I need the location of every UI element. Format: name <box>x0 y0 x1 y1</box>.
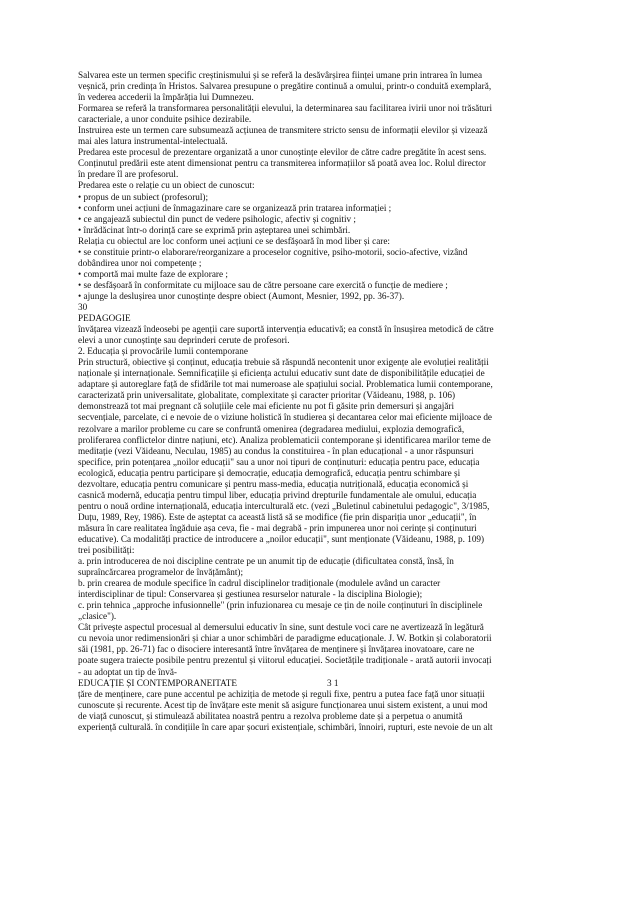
text-line: naționale și internaționale. Semnificațiile și eficiența actului educativ sunt date de disponibilitățile educației de <box>78 368 485 379</box>
text-line: specifice, prin potențarea „noilor educații" sau a unor noi tipuri de conținuturi: educația pentru pace, educația <box>78 456 480 467</box>
text-line: Predarea este procesul de prezentare organizată a unor cunoștințe elevilor de către cadre pregătite în acest sens. <box>78 147 487 158</box>
text-line: țăre de menținere, care pune accentul pe achiziția de metode și reguli fixe, pentru a putea face față unor situații <box>78 688 485 699</box>
text-line: educative). Ca modalități practice de introducere a „noilor educații", sunt menționate (Văideanu, 1988, p. 109) <box>78 533 485 544</box>
text-line: Instruirea este un termen care subsumează acțiunea de transmitere stricto sensu de informații elevilor și vizează <box>78 125 488 136</box>
text-line: mai ales latura instrumental-intelectuală. <box>78 136 228 147</box>
text-line: c. prin tehnica „approche infusionnelle" (prin infuzionarea cu mesaje ce țin de noile conținuturi în disciplinele <box>78 600 483 611</box>
text-line: • ajunge la deslușirea unor cunoștințe despre obiect (Aumont, Mesnier, 1992, pp. 36-37). <box>78 290 405 301</box>
text-line: adaptare și autoreglare față de sfidările tot mai numeroase ale spațiului social. Problematica lumii contemporane, <box>78 379 493 390</box>
text-line: • înrădăcinat într-o dorință care se exprimă prin așteptarea unei schimbări. <box>78 224 351 235</box>
footer-title: EDUCAȚIE ȘI CONTEMPORANEITATE <box>78 677 238 688</box>
text-line: rezolvare a marilor probleme cu care se confruntă omenirea (degradarea mediului, explozia demografică, <box>78 423 465 434</box>
text-line: supraîncărcarea programelor de învățământ); <box>78 567 244 578</box>
text-line: 30 <box>78 301 88 312</box>
main-text-block <box>78 70 570 678</box>
text-line: experiență culturală. în condițiile în care apar șocuri existențiale, schimbări, înnoiri, rupturi, este nevoie de un alt <box>78 721 493 732</box>
continuation-text-block <box>78 689 570 733</box>
text-line: • comportă mai multe faze de explorare ; <box>78 268 228 279</box>
text-line: • conform unei acțiuni de înmagazinare care se organizează prin tratarea informației ; <box>78 202 392 213</box>
text-line: pentru o nouă ordine internațională, educația interculturală etc. (vezi „Buletinul cabinetului pedagogic", 3/1985, <box>78 500 490 511</box>
text-line: cunoscute și recurente. Acest tip de învățare este menit să asigure funcționarea unui sistem existent, a unui mod <box>78 699 488 710</box>
text-line: în vederea accederii la împărăția lui Dumnezeu. <box>78 92 254 103</box>
text-line: Formarea se referă la transformarea personalității elevului, la determinarea sau facilitarea ivirii unor noi trăsături <box>78 103 493 114</box>
text-line: secvențiale, parcelate, ci e nevoie de o viziune holistică în studierea și decantarea celor mai eficiente mijloace de <box>78 412 492 423</box>
document-page <box>78 70 570 733</box>
text-line: dezvoltare, educația pentru comunicare și pentru mass-media, educația nutrițională, educația economică și <box>78 478 469 489</box>
text-line: Conținutul predării este atent dimensionat pentru ca transmiterea informațiilor să poată avea loc. Rolul director <box>78 158 486 169</box>
text-line: Relația cu obiectul are loc conform unei acțiuni ce se desfășoară în mod liber și care: <box>78 235 390 246</box>
text-line: Predarea este o relație cu un obiect de cunoscut: <box>78 180 255 191</box>
text-line: în predare îl are profesorul. <box>78 169 179 180</box>
text-line: • se desfășoară în conformitate cu mijloace sau de către persoane care exercită o funcție de mediere ; <box>78 279 448 290</box>
text-line: de viață cunoscut, și stimulează abilitatea noastră pentru a rezolva probleme date și a perpetua o anumită <box>78 710 463 721</box>
text-line: poate sugera traiecte posibile pentru prezentul și viitorul educației. Societățile tradiționale - arată autorii invocați <box>78 655 492 666</box>
text-line: interdisciplinar de tipul: Conservarea și gestiunea resurselor naturale - la disciplina Biologie); <box>78 589 423 600</box>
text-line: • ce angajează subiectul din punct de vedere psihologic, afectiv și cognitiv ; <box>78 213 356 224</box>
text-line: dobândirea unor noi competențe ; <box>78 257 202 268</box>
text-line: învățarea vizează îndeosebi pe agenții care suportă intervenția educativă; ea constă în însușirea metodică de către <box>78 324 494 335</box>
text-line: trei posibilități: <box>78 545 135 556</box>
text-line: - au adoptat un tip de învă- <box>78 666 177 677</box>
text-line: demonstrează tot mai pregnant că soluțiile cele mai eficiente nu pot fi găsite prin demersuri și angajări <box>78 401 455 412</box>
text-line: cu nevoia unor redimensionări și chiar a unor schimbări de paradigme educaționale. J. W. Botkin și colaboratorii <box>78 633 492 644</box>
text-line: caracterizată prin universalitate, globalitate, complexitate și caracter prioritar (Văideanu, 1988, p. 106) <box>78 390 456 401</box>
text-line: Cât privește aspectul procesual al demersului educativ în sine, sunt destule voci care ne avertizează în legătură <box>78 622 484 633</box>
text-line: b. prin crearea de module specifice în cadrul disciplinelor tradiționale (modulele având un caracter <box>78 578 441 589</box>
text-line: casnică modernă, educația pentru timpul liber, educația privind drepturile fundamentale ale omului, educația <box>78 489 477 500</box>
text-line: săi (1981, pp. 26-71) fac o disociere interesantă între învățarea de menținere și învățarea inovatoare, care ne <box>78 644 475 655</box>
text-line: veșnică, prin credința în Hristos. Salvarea presupune o pregătire continuă a omului, printr-o conduită exemplară, <box>78 81 492 92</box>
text-line: ecologică, educația pentru participare și democrație, educația demografică, educația pentru schimbare și <box>78 467 461 478</box>
text-line: Salvarea este un termen specific creștinismului și se referă la desăvârșirea ființei umane prin intrarea în lumea <box>78 70 483 80</box>
text-line: meditație (vezi Văideanu, Neculau, 1985) au condus la constituirea - în plan educațional - a unor răspunsuri <box>78 445 474 456</box>
text-line: „clasice"). <box>78 611 117 622</box>
running-footer <box>78 678 570 689</box>
text-line: • propus de un subiect (profesorul); <box>78 191 209 202</box>
text-line: elevi a unor cunoștințe sau deprinderi cerute de profesori. <box>78 335 290 346</box>
text-line: proliferarea conflictelor dintre națiuni, etc). Analiza problematicii contemporane și identificarea marilor teme de <box>78 434 491 445</box>
text-line: măsura în care realitatea îngăduie așa ceva, fie - mai degrabă - prin impunerea unor noi cerințe și conținuturi <box>78 522 477 533</box>
text-line: Prin structură, obiective și conținut, educația trebuie să răspundă necontenit unor exigențe ale evoluției realității <box>78 357 489 368</box>
text-line: • se constituie printr-o elaborare/reorganizare a proceselor cognitive, psiho-motorii, socio-afective, vizând <box>78 246 468 257</box>
footer-page-number: 3 1 <box>327 677 339 688</box>
text-line: 2. Educația și provocările lumii contemporane <box>78 346 248 357</box>
text-line: caracteriale, a unor conduite psihice dezirabile. <box>78 114 252 125</box>
text-line: Duțu, 1989, Rey, 1986). Este de așteptat ca această listă să se modifice (fie prin dispariția unor „educații", în <box>78 511 477 522</box>
text-line: a. prin introducerea de noi discipline centrate pe un anumit tip de educație (dificultatea constă, însă, în <box>78 556 454 567</box>
text-line: PEDAGOGIE <box>78 313 131 324</box>
